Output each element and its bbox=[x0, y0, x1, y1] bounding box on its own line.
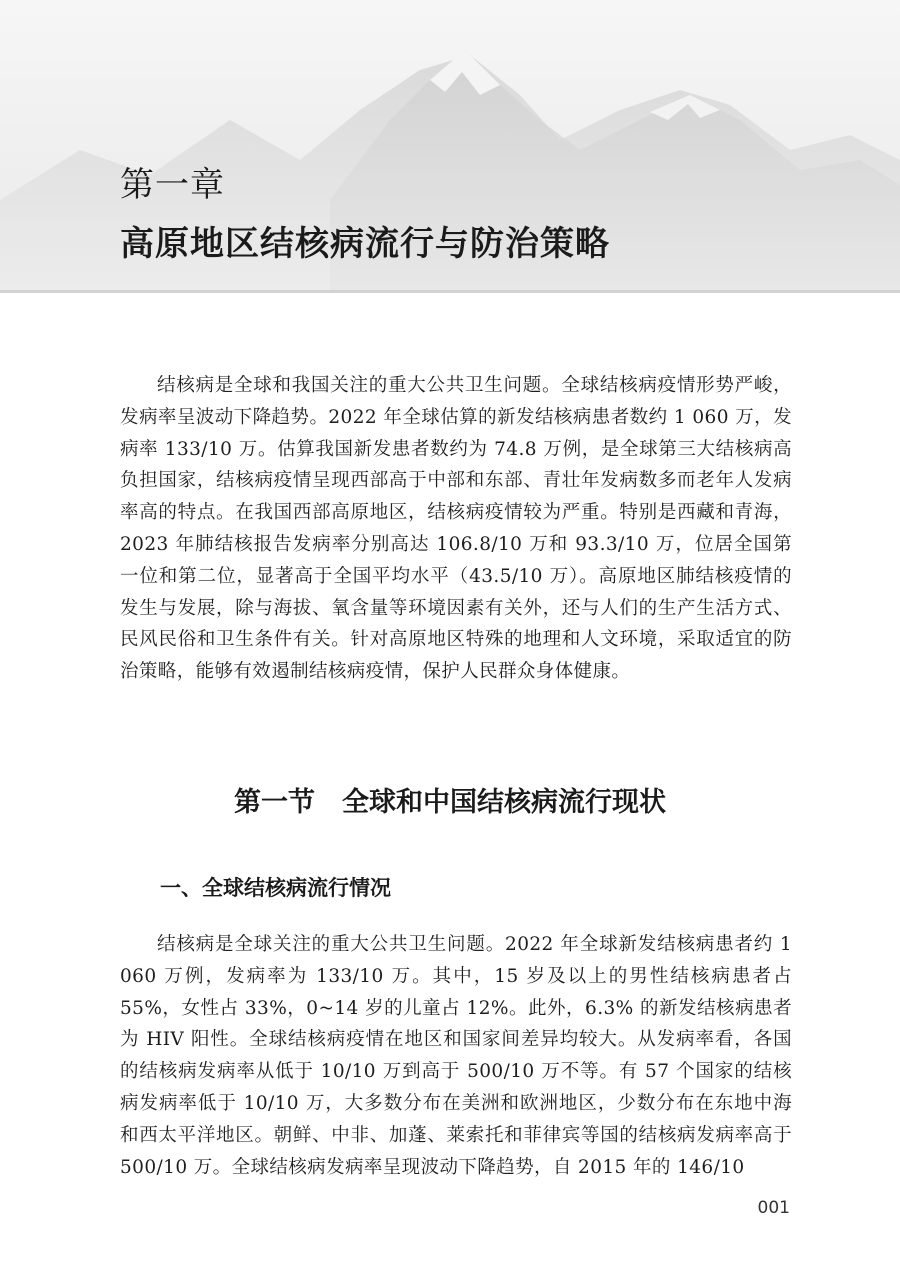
intro-paragraph: 结核病是全球和我国关注的重大公共卫生问题。全球结核病疫情形势严峻，发病率呈波动下降趋势。2022 年全球估算的新发结核病患者数约 1 060 万，发病率 133/10 万。估算我国新发患者数约为 74.8 万例，是全球第三大结核病高负担国家，结核病疫情呈现西部高于中部和东部、青壮年发病数多而老年人发病率高的特点。在我国西部高原地区，结核病疫情较为严重。特别是西藏和青海，2023 年肺结核报告发病率分别高达 106.8/10 万和 93.3/10 万，位居全国第一位和第二位，显著高于全国平均水平（43.5/10 万）。高原地区肺结核疫情的发生与发展，除与海拔、氧含量等环境因素有关外，还与人们的生产生活方式、民风民俗和卫生条件有关。针对高原地区特殊的地理和人文环境，采取适宜的防治策略，能够有效遏制结核病疫情，保护人民群众身体健康。 bbox=[120, 375, 792, 683]
subsection-paragraph: 结核病是全球关注的重大公共卫生问题。2022 年全球新发结核病患者约 1 060 万例，发病率为 133/10 万。其中，15 岁及以上的男性结核病患者占 55%，女性占 33%，0~14 岁的儿童占 12%。此外，6.3% 的新发结核病患者为 HIV 阳性。全球结核病疫情在地区和国家间差异均较大。从发病率看，各国的结核病发病率从低于 10/10 万到高于 500/10 万不等。有 57 个国家的结核病发病率低于 10/10 万，大多数分布在美洲和欧洲地区，少数分布在东地中海和西太平洋地区。朝鲜、中非、加蓬、莱索托和菲律宾等国的结核病发病率高于 500/10 万。全球结核病发病率呈现波动下降趋势，自 2015 年的 146/10 bbox=[120, 934, 792, 1178]
page-number: 001 bbox=[757, 1198, 790, 1218]
subsection-title: 一、全球结核病流行情况 bbox=[160, 876, 391, 900]
chapter-title: 高原地区结核病流行与防治策略 bbox=[120, 224, 610, 264]
chapter-label: 第一章 bbox=[120, 165, 225, 205]
header-divider bbox=[0, 290, 900, 293]
section-title: 第一节 全球和中国结核病流行现状 bbox=[234, 787, 666, 818]
